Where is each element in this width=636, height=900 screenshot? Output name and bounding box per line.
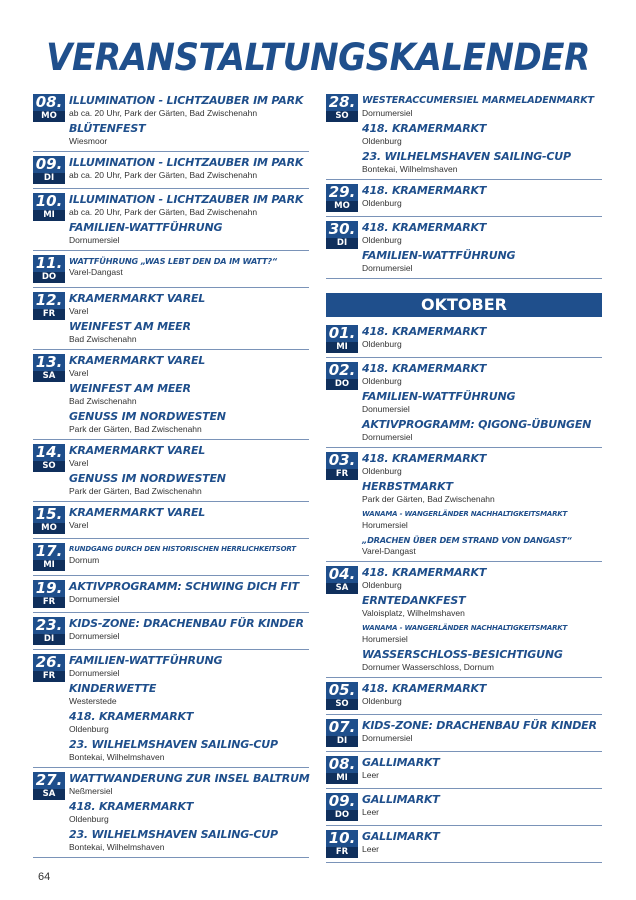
- event-list: [69, 654, 309, 763]
- event-title: WANAMA - WANGERLÄNDER NACHHALTIGKEITSMARKT: [362, 510, 568, 518]
- event-item: [69, 828, 309, 853]
- event-item: [362, 622, 602, 645]
- event-title: WANAMA - WANGERLÄNDER NACHHALTIGKEITSMARKT: [362, 624, 568, 632]
- event-item: [69, 444, 309, 469]
- event-location: Neßmersiel: [69, 786, 113, 796]
- date-number: 26.: [33, 654, 65, 671]
- event-title: 418. KRAMERMARKT: [362, 566, 487, 579]
- event-item: [69, 320, 309, 345]
- event-location: Horumersiel: [362, 634, 408, 644]
- date-number: 17.: [33, 543, 65, 560]
- event-location: Varel: [69, 368, 89, 378]
- event-item: [362, 594, 602, 619]
- weekday-label: DO: [326, 379, 358, 390]
- event-title: 418. KRAMERMARKT: [362, 325, 487, 338]
- date-badge: [326, 566, 358, 594]
- event-list: [69, 354, 309, 435]
- event-title: ILLUMINATION - LICHTZAUBER IM PARK: [69, 193, 304, 206]
- event-list: [69, 444, 309, 497]
- calendar-entry: [326, 566, 602, 678]
- event-item: [69, 772, 309, 797]
- event-title: GALLIMARKT: [362, 756, 440, 769]
- calendar-entry: [33, 354, 309, 440]
- event-item: [69, 506, 309, 531]
- calendar-entry: [33, 255, 309, 288]
- event-list: [362, 94, 602, 175]
- event-location: Leer: [362, 770, 380, 780]
- event-location: Valoisplatz, Wilhelmshaven: [362, 608, 465, 618]
- event-item: [69, 682, 309, 707]
- event-item: [362, 682, 602, 707]
- event-location: Dornumersiel: [362, 108, 413, 118]
- calendar-entry: [326, 682, 602, 715]
- event-item: [362, 249, 602, 274]
- weekday-label: SA: [326, 583, 358, 594]
- event-title: WESTERACCUMERSIEL MARMELADENMARKT: [362, 95, 594, 106]
- weekday-label: FR: [326, 469, 358, 480]
- event-title: GENUSS IM NORDWESTEN: [69, 410, 226, 423]
- weekday-label: DI: [326, 238, 358, 249]
- event-location: Bontekai, Wilhelmshaven: [362, 164, 458, 174]
- weekday-label: SA: [33, 789, 65, 800]
- event-item: [362, 480, 602, 505]
- event-location: Oldenburg: [362, 235, 402, 245]
- event-item: [69, 800, 309, 825]
- event-list: [362, 830, 602, 855]
- event-list: [362, 221, 602, 274]
- event-list: [362, 719, 602, 744]
- event-title: ERNTEDANKFEST: [362, 594, 466, 607]
- event-title: 23. WILHELMSHAVEN SAILING-CUP: [69, 828, 278, 841]
- event-list: [362, 756, 602, 781]
- date-badge: [33, 292, 65, 320]
- event-title: 418. KRAMERMARKT: [69, 800, 194, 813]
- event-title: FAMILIEN-WATTFÜHRUNG: [69, 221, 223, 234]
- calendar-entry: [326, 830, 602, 863]
- event-location: Oldenburg: [362, 198, 402, 208]
- event-title: 418. KRAMERMARKT: [69, 710, 194, 723]
- event-location: Leer: [362, 844, 380, 854]
- event-item: [69, 156, 309, 181]
- event-location: Horumersiel: [362, 520, 408, 530]
- event-title: 23. WILHELMSHAVEN SAILING-CUP: [69, 738, 278, 751]
- date-number: 14.: [33, 444, 65, 461]
- weekday-label: DO: [326, 810, 358, 821]
- event-list: [362, 793, 602, 818]
- weekday-label: MO: [326, 201, 358, 212]
- calendar-entry: [326, 221, 602, 279]
- date-number: 12.: [33, 292, 65, 309]
- weekday-label: FR: [33, 671, 65, 682]
- date-badge: [33, 506, 65, 534]
- calendar-entry: [326, 184, 602, 217]
- event-item: [362, 221, 602, 246]
- event-title: WEINFEST AM MEER: [69, 382, 191, 395]
- date-number: 02.: [326, 362, 358, 379]
- date-number: 04.: [326, 566, 358, 583]
- date-badge: [326, 94, 358, 122]
- oktober-entries: [326, 325, 602, 863]
- calendar-entry: [326, 325, 602, 358]
- calendar-entry: [326, 94, 602, 180]
- date-number: 19.: [33, 580, 65, 597]
- date-badge: [33, 444, 65, 472]
- event-location: Park der Gärten, Bad Zwischenahn: [362, 494, 495, 504]
- event-location: Oldenburg: [362, 696, 402, 706]
- event-list: [362, 325, 602, 350]
- date-number: 30.: [326, 221, 358, 238]
- event-title: WEINFEST AM MEER: [69, 320, 191, 333]
- event-location: Oldenburg: [362, 466, 402, 476]
- event-title: 418. KRAMERMARKT: [362, 221, 487, 234]
- date-badge: [33, 772, 65, 800]
- calendar-entry: [326, 719, 602, 752]
- event-location: Dornum: [69, 555, 100, 565]
- event-item: [69, 738, 309, 763]
- event-title: ILLUMINATION - LICHTZAUBER IM PARK: [69, 94, 304, 107]
- event-location: Dornumersiel: [69, 668, 120, 678]
- calendar-entry: [326, 362, 602, 448]
- page-number: 64: [38, 871, 51, 883]
- event-item: [362, 566, 602, 591]
- date-badge: [326, 452, 358, 480]
- calendar-column-right: [326, 94, 602, 867]
- event-list: [69, 292, 309, 345]
- event-title: RUNDGANG DURCH DEN HISTORISCHEN HERRLICHKEITSORT: [69, 545, 296, 553]
- event-location: Park der Gärten, Bad Zwischenahn: [69, 424, 202, 434]
- september-entries: [326, 94, 602, 279]
- weekday-label: MO: [33, 523, 65, 534]
- event-title: WATTFÜHRUNG „WAS LEBT DEN DA IM WATT?“: [69, 256, 277, 266]
- event-list: [69, 255, 309, 278]
- weekday-label: SO: [326, 699, 358, 710]
- date-badge: [33, 654, 65, 682]
- event-title: „DRACHEN ÜBER DEM STRAND VON DANGAST“: [362, 535, 572, 545]
- event-title: KIDS-ZONE: DRACHENBAU FÜR KINDER: [69, 617, 304, 630]
- date-badge: [326, 830, 358, 858]
- weekday-label: DI: [33, 634, 65, 645]
- event-item: [69, 193, 309, 218]
- date-number: 10.: [33, 193, 65, 210]
- event-location: Oldenburg: [362, 136, 402, 146]
- event-title: 418. KRAMERMARKT: [362, 184, 487, 197]
- event-title: 418. KRAMERMARKT: [362, 122, 487, 135]
- event-item: [362, 793, 602, 818]
- event-location: Westerstede: [69, 696, 117, 706]
- event-title: BLÜTENFEST: [69, 122, 146, 135]
- calendar-entry: [33, 193, 309, 251]
- event-item: [362, 418, 602, 443]
- calendar-entry: [326, 756, 602, 789]
- event-location: Dornumersiel: [362, 733, 413, 743]
- event-item: [362, 756, 602, 781]
- date-number: 28.: [326, 94, 358, 111]
- date-badge: [326, 682, 358, 710]
- event-title: AKTIVPROGRAMM: SCHWING DICH FIT: [69, 580, 299, 593]
- event-item: [362, 94, 602, 119]
- event-location: Varel-Dangast: [362, 546, 416, 556]
- date-number: 05.: [326, 682, 358, 699]
- month-header-oktober: OKTOBER: [326, 293, 602, 317]
- event-title: KRAMERMARKT VAREL: [69, 354, 206, 367]
- event-location: Varel: [69, 520, 89, 530]
- calendar-entry: [33, 654, 309, 768]
- event-list: [69, 156, 309, 181]
- event-item: [362, 184, 602, 209]
- page-title: VERANSTALTUNGSKALENDER: [46, 36, 590, 79]
- event-title: KINDERWETTE: [69, 682, 157, 695]
- event-item: [362, 719, 602, 744]
- date-number: 27.: [33, 772, 65, 789]
- event-title: 23. WILHELMSHAVEN SAILING-CUP: [362, 150, 571, 163]
- event-title: HERBSTMARKT: [362, 480, 453, 493]
- date-number: 08.: [33, 94, 65, 111]
- event-location: ab ca. 20 Uhr, Park der Gärten, Bad Zwischenahn: [69, 207, 258, 217]
- event-item: [69, 543, 309, 566]
- event-item: [69, 122, 309, 147]
- date-badge: [326, 184, 358, 212]
- weekday-label: FR: [33, 309, 65, 320]
- event-location: Dornumersiel: [362, 432, 413, 442]
- date-badge: [33, 156, 65, 184]
- event-list: [69, 543, 309, 566]
- event-location: Dornumersiel: [69, 631, 120, 641]
- calendar-entry: [33, 543, 309, 576]
- event-item: [69, 654, 309, 679]
- event-item: [69, 410, 309, 435]
- calendar-entry: [33, 292, 309, 350]
- calendar-entry: [326, 452, 602, 562]
- weekday-label: FR: [33, 597, 65, 608]
- event-title: ILLUMINATION - LICHTZAUBER IM PARK: [69, 156, 304, 169]
- date-number: 08.: [326, 756, 358, 773]
- event-location: Dornumersiel: [362, 263, 413, 273]
- event-location: Bontekai, Wilhelmshaven: [69, 842, 165, 852]
- event-list: [69, 617, 309, 642]
- event-item: [69, 94, 309, 119]
- date-number: 10.: [326, 830, 358, 847]
- event-location: Dornumersiel: [69, 594, 120, 604]
- event-list: [69, 580, 309, 605]
- event-location: Bad Zwischenahn: [69, 334, 137, 344]
- event-title: WATTWANDERUNG ZUR INSEL BALTRUM: [69, 772, 310, 785]
- event-location: Leer: [362, 807, 380, 817]
- calendar-column-left: [33, 94, 309, 862]
- event-item: [362, 122, 602, 147]
- weekday-label: SO: [33, 461, 65, 472]
- date-badge: [326, 719, 358, 747]
- date-badge: [33, 255, 65, 283]
- event-list: [362, 682, 602, 707]
- event-item: [362, 390, 602, 415]
- event-list: [69, 94, 309, 147]
- date-number: 11.: [33, 255, 65, 272]
- event-list: [362, 566, 602, 673]
- event-item: [69, 710, 309, 735]
- event-title: KRAMERMARKT VAREL: [69, 292, 206, 305]
- event-location: Bad Zwischenahn: [69, 396, 137, 406]
- date-badge: [33, 543, 65, 571]
- event-location: Oldenburg: [362, 339, 402, 349]
- event-item: [69, 292, 309, 317]
- date-number: 03.: [326, 452, 358, 469]
- weekday-label: DI: [326, 736, 358, 747]
- event-list: [69, 772, 309, 853]
- date-badge: [33, 354, 65, 382]
- event-item: [69, 617, 309, 642]
- weekday-label: DI: [33, 173, 65, 184]
- event-title: GALLIMARKT: [362, 830, 440, 843]
- event-location: Oldenburg: [362, 580, 402, 590]
- event-title: KIDS-ZONE: DRACHENBAU FÜR KINDER: [362, 719, 597, 732]
- calendar-entry: [33, 156, 309, 189]
- date-badge: [33, 94, 65, 122]
- date-number: 09.: [33, 156, 65, 173]
- event-title: GENUSS IM NORDWESTEN: [69, 472, 226, 485]
- event-location: Dornumersiel: [69, 235, 120, 245]
- event-item: [69, 382, 309, 407]
- event-item: [362, 452, 602, 477]
- date-number: 01.: [326, 325, 358, 342]
- event-item: [69, 255, 309, 278]
- event-title: FAMILIEN-WATTFÜHRUNG: [362, 249, 516, 262]
- event-item: [362, 648, 602, 673]
- event-location: ab ca. 20 Uhr, Park der Gärten, Bad Zwischenahn: [69, 170, 258, 180]
- event-title: KRAMERMARKT VAREL: [69, 506, 206, 519]
- date-badge: [33, 617, 65, 645]
- date-number: 15.: [33, 506, 65, 523]
- event-title: 418. KRAMERMARKT: [362, 362, 487, 375]
- event-location: Park der Gärten, Bad Zwischenahn: [69, 486, 202, 496]
- calendar-entry: [33, 444, 309, 502]
- date-number: 13.: [33, 354, 65, 371]
- weekday-label: MO: [33, 111, 65, 122]
- date-badge: [326, 221, 358, 249]
- event-item: [69, 580, 309, 605]
- calendar-entry: [326, 793, 602, 826]
- event-title: 418. KRAMERMARKT: [362, 452, 487, 465]
- event-title: WASSERSCHLOSS-BESICHTIGUNG: [362, 648, 563, 661]
- weekday-label: SA: [33, 371, 65, 382]
- event-list: [362, 184, 602, 209]
- event-item: [362, 534, 602, 557]
- event-item: [362, 830, 602, 855]
- weekday-label: MI: [33, 210, 65, 221]
- event-title: FAMILIEN-WATTFÜHRUNG: [362, 390, 516, 403]
- event-location: ab ca. 20 Uhr, Park der Gärten, Bad Zwischenahn: [69, 108, 258, 118]
- event-location: Oldenburg: [69, 814, 109, 824]
- event-item: [362, 362, 602, 387]
- date-number: 07.: [326, 719, 358, 736]
- event-item: [362, 150, 602, 175]
- event-item: [69, 472, 309, 497]
- event-item: [362, 325, 602, 350]
- calendar-entry: [33, 772, 309, 858]
- date-badge: [326, 756, 358, 784]
- event-location: Varel: [69, 458, 89, 468]
- event-location: Oldenburg: [69, 724, 109, 734]
- event-item: [69, 221, 309, 246]
- calendar-entry: [33, 580, 309, 613]
- event-location: Wiesmoor: [69, 136, 108, 146]
- weekday-label: MI: [326, 773, 358, 784]
- event-list: [362, 362, 602, 443]
- calendar-entry: [33, 94, 309, 152]
- date-number: 09.: [326, 793, 358, 810]
- calendar-entry: [33, 506, 309, 539]
- date-badge: [326, 362, 358, 390]
- event-location: Bontekai, Wilhelmshaven: [69, 752, 165, 762]
- date-badge: [326, 325, 358, 353]
- event-item: [69, 354, 309, 379]
- date-badge: [33, 193, 65, 221]
- event-title: KRAMERMARKT VAREL: [69, 444, 206, 457]
- date-number: 29.: [326, 184, 358, 201]
- event-list: [69, 506, 309, 531]
- weekday-label: SO: [326, 111, 358, 122]
- date-number: 23.: [33, 617, 65, 634]
- date-badge: [326, 793, 358, 821]
- event-location: Oldenburg: [362, 376, 402, 386]
- weekday-label: MI: [33, 560, 65, 571]
- event-location: Donumersiel: [362, 404, 410, 414]
- event-title: FAMILIEN-WATTFÜHRUNG: [69, 654, 223, 667]
- calendar-entry: [33, 617, 309, 650]
- event-list: [362, 452, 602, 557]
- weekday-label: FR: [326, 847, 358, 858]
- event-location: Varel: [69, 306, 89, 316]
- weekday-label: MI: [326, 342, 358, 353]
- date-badge: [33, 580, 65, 608]
- event-title: GALLIMARKT: [362, 793, 440, 806]
- event-item: [362, 508, 602, 531]
- weekday-label: DO: [33, 272, 65, 283]
- event-title: 418. KRAMERMARKT: [362, 682, 487, 695]
- event-list: [69, 193, 309, 246]
- event-title: AKTIVPROGRAMM: QIGONG-ÜBUNGEN: [362, 418, 592, 431]
- event-location: Varel-Dangast: [69, 267, 123, 277]
- event-location: Dornumer Wasserschloss, Dornum: [362, 662, 494, 672]
